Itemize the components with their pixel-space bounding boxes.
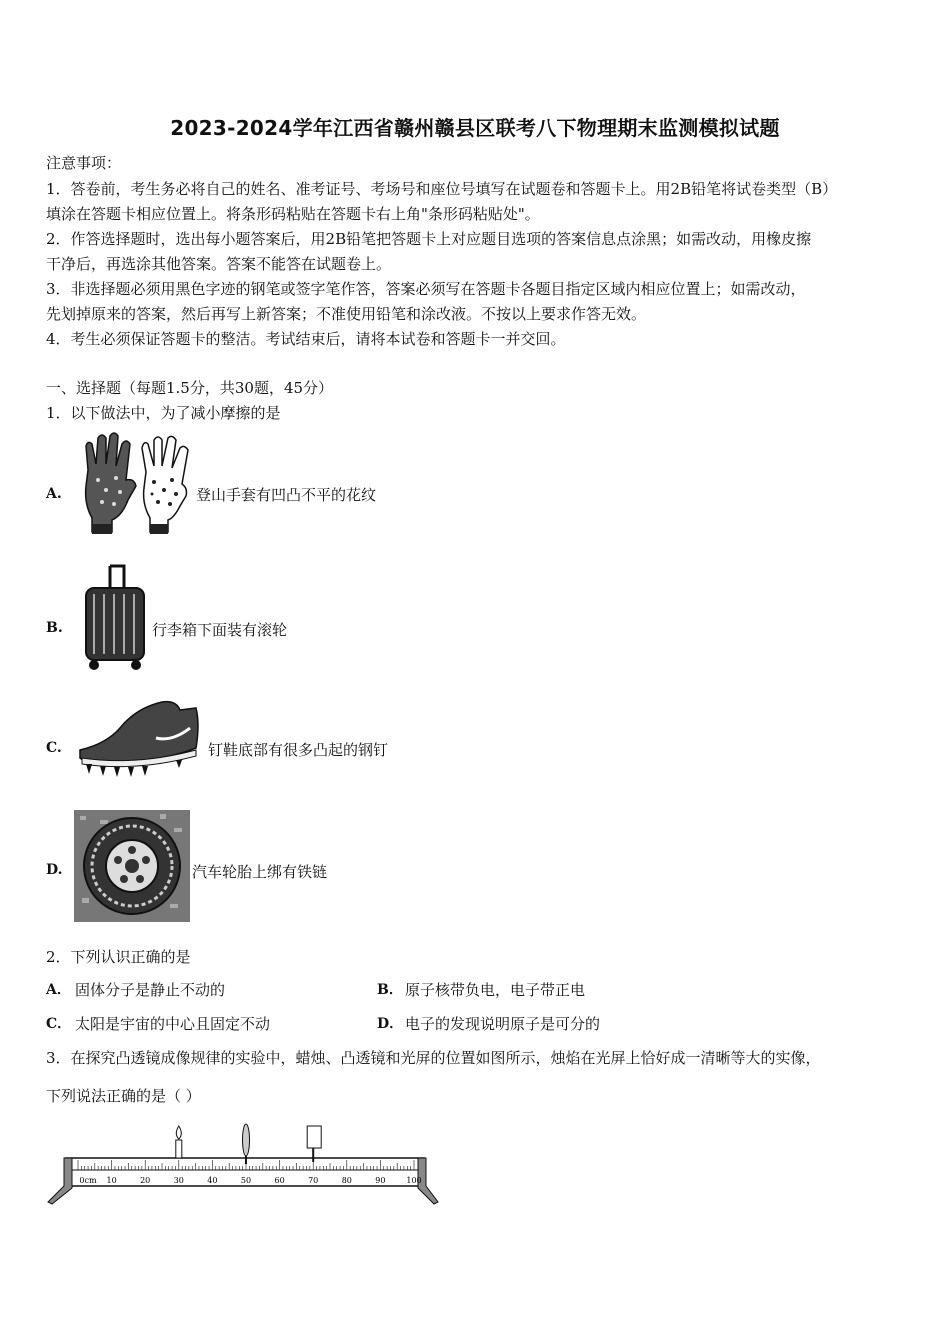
- spiked-shoe-illustration: [76, 698, 202, 780]
- option-letter-c: C.: [46, 740, 62, 756]
- notice-line: 3．非选择题必须用黑色字迹的钢笔或签字笔作答，答案必须写在答题卡各题目指定区域内相应位置上；如需改动，: [46, 280, 806, 298]
- question-3-stem: 下列说法正确的是（ ）: [46, 1087, 201, 1105]
- notice-line: 1．答卷前，考生务必将自己的姓名、准考证号、考场号和座位号填写在试题卷和答题卡上。用2B铅笔将试卷类型（B）: [46, 180, 838, 198]
- question-1-stem: 1．以下做法中，为了减小摩擦的是: [46, 404, 281, 422]
- option-text-a: 固体分子是静止不动的: [75, 981, 226, 999]
- option-text-a: 登山手套有凹凸不平的花纹: [196, 486, 377, 504]
- notice-line: 填涂在答题卡相应位置上。将条形码粘贴在答题卡右上角"条形码粘贴处"。: [46, 205, 540, 223]
- ruler-label: 60: [274, 1176, 285, 1185]
- option-text-b: 原子核带负电，电子带正电: [405, 981, 586, 999]
- option-letter-b: B.: [46, 620, 63, 636]
- page-title: 2023-2024学年江西省赣州赣县区联考八下物理期末监测模拟试题: [170, 116, 780, 140]
- tire-chain-illustration: [70, 808, 192, 924]
- ruler-label: 80: [341, 1176, 352, 1185]
- ruler-label: 10: [106, 1176, 117, 1185]
- ruler-label: 50: [240, 1176, 252, 1185]
- ruler-label: 90: [375, 1176, 386, 1185]
- option-letter-a: A．: [46, 982, 71, 998]
- section-heading: 一、选择题（每题1.5分，共30题，45分）: [46, 379, 334, 397]
- option-letter-b: B．: [377, 982, 403, 998]
- candle: [176, 1140, 182, 1158]
- notice-line: 4．考生必须保证答题卡的整洁。考试结束后，请将本试卷和答题卡一并交回。: [46, 330, 566, 348]
- optical-bench-diagram: [46, 1118, 442, 1208]
- question-3-stem: 3．在探究凸透镜成像规律的实验中，蜡烛、凸透镜和光屏的位置如图所示，烛焰在光屏上恰好成一清晰等大的实像，: [46, 1049, 821, 1067]
- option-text-d: 电子的发现说明原子是可分的: [405, 1015, 601, 1033]
- notice-line: 先划掉原来的答案，然后再写上新答案；不准使用铅笔和涂改液。不按以上要求作答无效。: [46, 305, 647, 323]
- ruler-label: 30: [173, 1176, 184, 1185]
- option-text-c: 钉鞋底部有很多凸起的钢钉: [208, 741, 389, 759]
- suitcase-illustration: [80, 564, 148, 672]
- ruler-label: 70: [308, 1176, 319, 1185]
- notice-line: 2．作答选择题时，选出每小题答案后，用2B铅笔把答题卡上对应题目选项的答案信息点涂黑；如需改动，用橡皮擦: [46, 230, 812, 248]
- option-letter-d: D．: [377, 1016, 404, 1032]
- option-text-c: 太阳是宇宙的中心且固定不动: [75, 1015, 271, 1033]
- ruler-label: 20: [140, 1176, 151, 1185]
- option-letter-c: C．: [46, 1016, 72, 1032]
- gloves-illustration: [76, 430, 194, 538]
- question-2-stem: 2．下列认识正确的是: [46, 948, 191, 966]
- notice-heading: 注意事项：: [46, 154, 122, 172]
- convex-lens: [243, 1124, 250, 1156]
- ruler-label: 40: [207, 1176, 218, 1185]
- option-letter-a: A.: [46, 486, 62, 502]
- ruler-label: 0cm: [79, 1176, 97, 1185]
- ruler-label: 100: [406, 1176, 422, 1185]
- light-screen: [307, 1126, 321, 1148]
- candle-flame: [176, 1126, 181, 1139]
- notice-line: 干净后，再选涂其他答案。答案不能答在试题卷上。: [46, 255, 392, 273]
- option-text-d: 汽车轮胎上绑有铁链: [192, 863, 328, 881]
- option-text-b: 行李箱下面装有滚轮: [152, 621, 288, 639]
- option-letter-d: D.: [46, 862, 63, 878]
